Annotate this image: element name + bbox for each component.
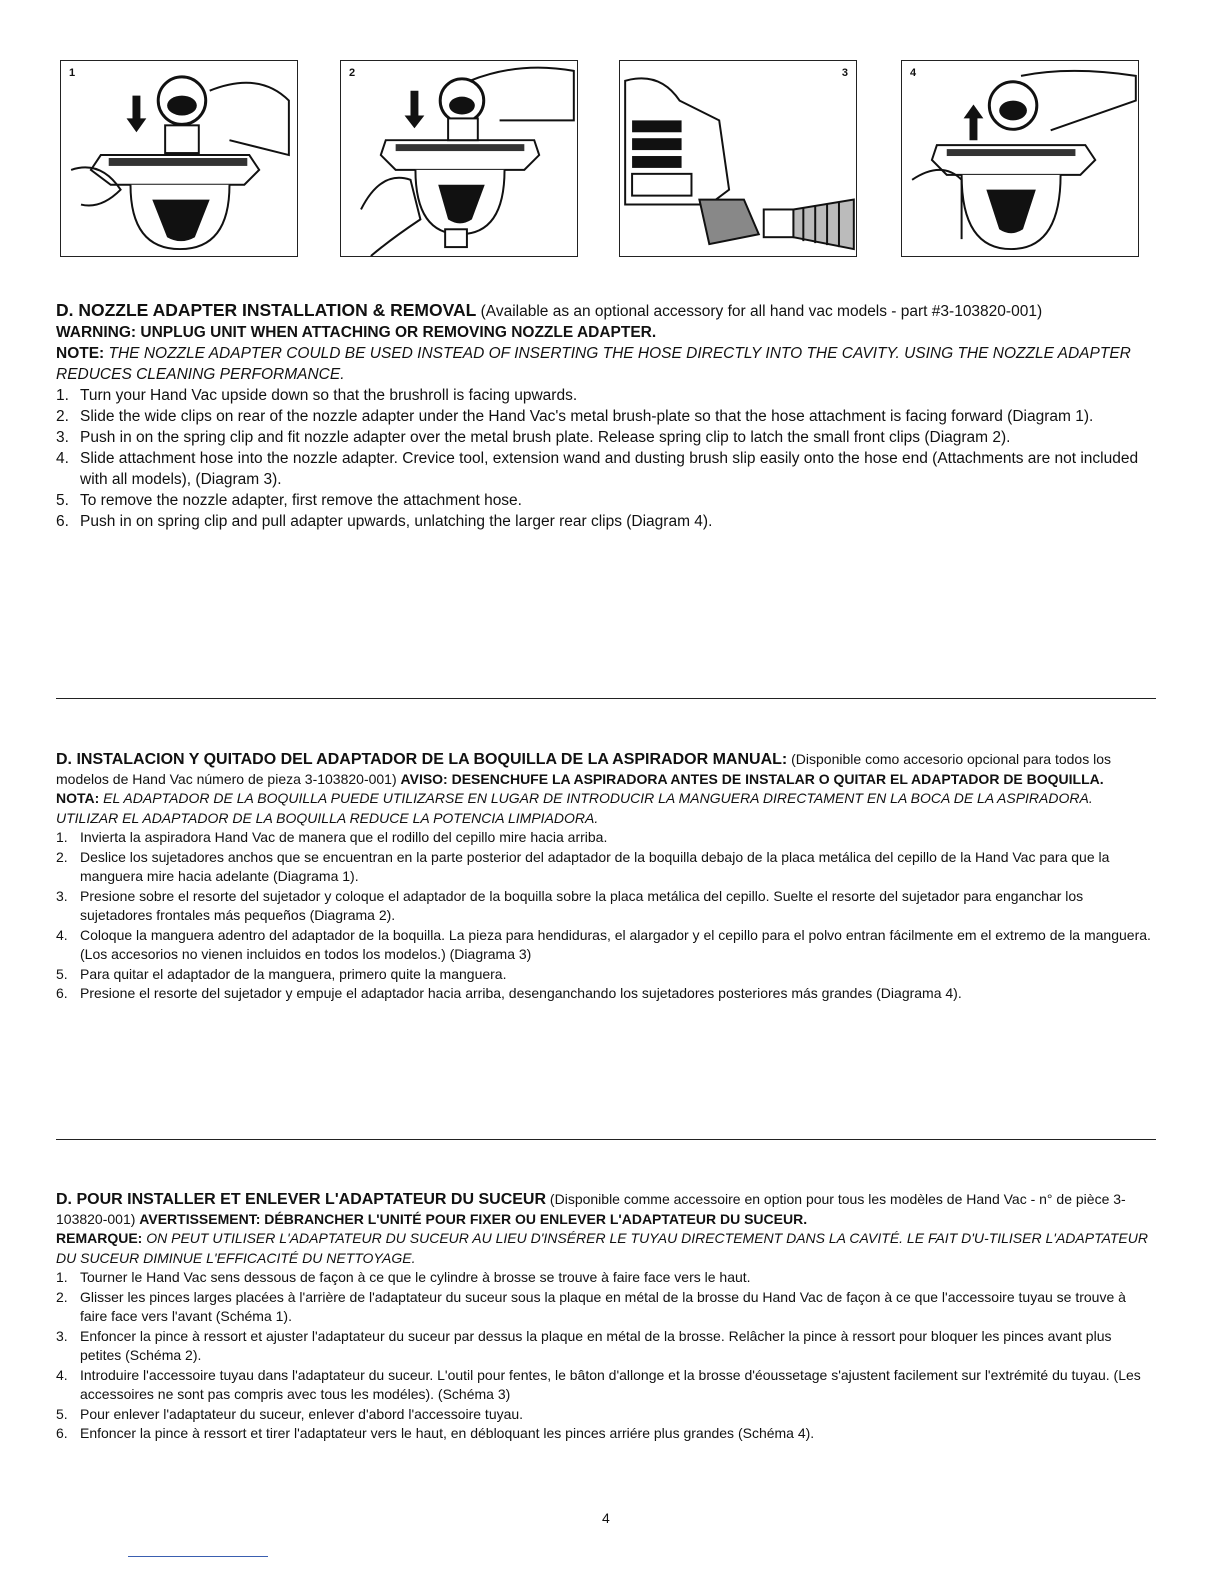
nozzle-adapter-removal-illustration <box>902 61 1138 256</box>
step-number: 2. <box>56 848 68 865</box>
french-section <box>56 1190 1156 1444</box>
step-text: Pour enlever l'adaptateur du suceur, enlever d'abord l'accessoire tuyau. <box>80 1405 524 1422</box>
step-number: 1. <box>56 1269 68 1285</box>
warning-text: AVERTISSEMENT: DÉBRANCHER L'UNITÉ POUR FIXER OU ENLEVER L'ADAPTATEUR DU SUCEUR. <box>139 1210 808 1227</box>
nozzle-adapter-install-illustration <box>61 61 297 256</box>
step-number: 5. <box>56 492 69 509</box>
step-text: Presione sobre el resorte del sujetador y coloque el adaptador de la boquilla sobre la placa metálica del cepillo. Suelte el resorte del sujetador para enganchar los sujetadores frontales más pequeños (Diagrama 2). <box>80 887 1084 923</box>
note <box>56 343 1156 385</box>
list-item <box>56 965 1156 985</box>
step-number: 2. <box>56 1288 68 1305</box>
hose-attach-illustration <box>620 61 856 256</box>
section-divider <box>56 698 1156 699</box>
step-number: 4. <box>56 1366 68 1383</box>
note-text: THE NOZZLE ADAPTER COULD BE USED INSTEAD OF INSERTING THE HOSE DIRECTLY INTO THE CAVITY. USING THE NOZZLE ADAPTER REDUCES CLEANING PERFORMANCE. <box>56 345 1131 383</box>
step-text: Enfoncer la pince à ressort et ajuster l'adaptateur du suceur par dessus la plaque en métal de la brosse. Relâcher la pince à ressort pour bloquer les pinces avant plus petites (Schéma 2). <box>80 1327 1112 1363</box>
step-number: 6. <box>56 513 69 530</box>
list-item <box>56 1268 1156 1288</box>
heading-title: D. NOZZLE ADAPTER INSTALLATION & REMOVAL <box>56 300 477 320</box>
note-label: NOTE: <box>56 345 105 362</box>
note-text: ON PEUT UTILISER L'ADAPTATEUR DU SUCEUR AU LIEU D'INSÉRER LE TUYAU DIRECTEMENT DANS LA CAVITÉ. LE FAIT D'U-TILISER L'ADAPTATEUR DU SUCEUR DIMINUE L'EFFICACITÉ DU NETTOYAGE. <box>56 1230 1148 1266</box>
diagram-label: 4 <box>910 67 917 79</box>
warning-text: WARNING: UNPLUG UNIT WHEN ATTACHING OR REMOVING NOZZLE ADAPTER. <box>56 324 657 341</box>
step-number: 5. <box>56 1405 68 1422</box>
section-heading <box>56 300 1156 322</box>
page-number: 4 <box>602 1510 610 1526</box>
step-text: Invierta la aspiradora Hand Vac de manera que el rodillo del cepillo mire hacia arriba. <box>80 829 608 845</box>
section-heading <box>56 1190 1156 1229</box>
list-item <box>56 406 1156 427</box>
list-item <box>56 1424 1156 1444</box>
list-item <box>56 926 1156 965</box>
diagram-4 <box>901 60 1139 257</box>
step-text: Enfoncer la pince à ressort et tirer l'adaptateur vers le haut, en débloquant les pinces arriére plus grandes (Schéma 4). <box>80 1425 815 1441</box>
step-number: 6. <box>56 1425 68 1441</box>
heading-title: D. POUR INSTALLER ET ENLEVER L'ADAPTATEUR DU SUCEUR <box>56 1191 547 1208</box>
diagram-label: 3 <box>841 67 848 79</box>
note-text: EL ADAPTADOR DE LA BOQUILLA PUEDE UTILIZARSE EN LUGAR DE INTRODUCIR LA MANGUERA DIRECTAMENT EN LA BOCA DE LA ASPIRADORA. UTILIZAR EL ADAPTADOR DE LA BOQUILLA REDUCE LA POTENCIA LIMPIADORA. <box>56 790 1093 826</box>
step-number: 2. <box>56 408 69 425</box>
list-item <box>56 984 1156 1004</box>
list-item <box>56 1288 1156 1327</box>
step-number: 3. <box>56 429 69 446</box>
step-number: 1. <box>56 387 69 404</box>
list-item <box>56 1405 1156 1425</box>
step-number: 3. <box>56 887 68 904</box>
note <box>56 789 1156 828</box>
step-number: 1. <box>56 829 68 845</box>
diagram-2 <box>340 60 578 257</box>
step-text: Push in on spring clip and pull adapter upwards, unlatching the larger rear clips (Diagram 4). <box>80 513 713 530</box>
warning-text: AVISO: DESENCHUFE LA ASPIRADORA ANTES DE INSTALAR O QUITAR EL ADAPTADOR DE BOQUILLA. <box>400 770 1104 787</box>
step-text: Presione el resorte del sujetador y empuje el adaptador hacia arriba, desenganchando los sujetadores posteriores más grandes (Diagrama 4). <box>80 985 962 1001</box>
nozzle-adapter-latch-illustration <box>341 61 577 256</box>
step-number: 3. <box>56 1327 68 1344</box>
step-text: Slide attachment hose into the nozzle adapter. Crevice tool, extension wand and dusting brush slip easily onto the hose end (Attachments are not included with all models), (Diagram 3). <box>80 450 1139 488</box>
step-text: Introduire l'accessoire tuyau dans l'adaptateur du suceur. L'outil pour fentes, le bâton d'allonge et la brosse d'éoussetage s'ajustent facilement sur l'extrémité du tuyau. (Les accessoires ne sont pas compris avec tous les modéles). (Schéma 3) <box>80 1366 1141 1402</box>
heading-subtitle: (Disponible comme accessoire en option pour tous les modèles de Hand Vac - n° de pièce 3-103820-001) <box>56 1191 1126 1227</box>
list-item <box>56 448 1156 490</box>
scan-mark <box>128 1556 268 1557</box>
step-number: 6. <box>56 985 68 1001</box>
step-text: Turn your Hand Vac upside down so that the brushroll is facing upwards. <box>80 387 578 404</box>
step-number: 4. <box>56 926 68 943</box>
list-item <box>56 1327 1156 1366</box>
step-text: Deslice los sujetadores anchos que se encuentran en la parte posterior del adaptador de la boquilla debajo de la placa metálica del cepillo de la Hand Vac para que la manguera mire hacia adelante (Diagrama 1). <box>80 848 1110 884</box>
list-item <box>56 427 1156 448</box>
steps-list <box>56 385 1156 532</box>
list-item <box>56 490 1156 511</box>
steps-list <box>56 828 1156 1004</box>
heading-title: D. INSTALACION Y QUITADO DEL ADAPTADOR DE LA BOQUILLA DE LA ASPIRADOR MANUAL: <box>56 751 788 768</box>
spanish-section <box>56 750 1156 1004</box>
step-text: Coloque la manguera adentro del adaptador de la boquilla. La pieza para hendiduras, el alargador y el cepillo para el polvo entran fácilmente em el extremo de la manguera. (Los accesorios no vienen incluidos en todos los modelos.) (Diagrama 3) <box>80 926 1151 962</box>
diagram-label: 2 <box>349 67 356 79</box>
step-text: Slide the wide clips on rear of the nozzle adapter under the Hand Vac's metal brush-plate so that the hose attachment is facing forward (Diagram 1). <box>80 408 1094 425</box>
step-text: Glisser les pinces larges placées à l'arrière de l'adaptateur du suceur sous la plaque en métal de la brosse du Hand Vac de façon à ce que l'accessoire tuyau se trouve à faire face vers l'avant (Schéma 1). <box>80 1288 1126 1324</box>
list-item <box>56 1366 1156 1405</box>
step-number: 5. <box>56 965 68 982</box>
note-label: NOTA: <box>56 790 100 806</box>
step-text: Tourner le Hand Vac sens dessous de façon à ce que le cylindre à brosse se trouve à faire face vers le haut. <box>80 1269 751 1285</box>
note-label: REMARQUE: <box>56 1230 143 1246</box>
english-section <box>56 300 1156 532</box>
note <box>56 1229 1156 1268</box>
step-text: To remove the nozzle adapter, first remove the attachment hose. <box>80 492 522 509</box>
step-number: 4. <box>56 450 69 467</box>
list-item <box>56 511 1156 532</box>
diagram-3 <box>619 60 857 257</box>
step-text: Push in on the spring clip and fit nozzle adapter over the metal brush plate. Release spring clip to latch the small front clips (Diagram 2). <box>80 429 1011 446</box>
heading-subtitle: (Available as an optional accessory for all hand vac models - part #3-103820-001) <box>476 303 1043 320</box>
step-text: Para quitar el adaptador de la manguera, primero quite la manguera. <box>80 965 507 982</box>
list-item <box>56 887 1156 926</box>
heading-subtitle: (Disponible como accesorio opcional para todos los modelos de Hand Vac número de pieza 3-103820-001) <box>56 751 1111 787</box>
section-divider <box>56 1139 1156 1140</box>
list-item <box>56 385 1156 406</box>
diagram-label: 1 <box>69 67 76 79</box>
steps-list <box>56 1268 1156 1444</box>
list-item <box>56 828 1156 848</box>
section-heading <box>56 750 1156 789</box>
diagram-1 <box>60 60 298 257</box>
list-item <box>56 848 1156 887</box>
